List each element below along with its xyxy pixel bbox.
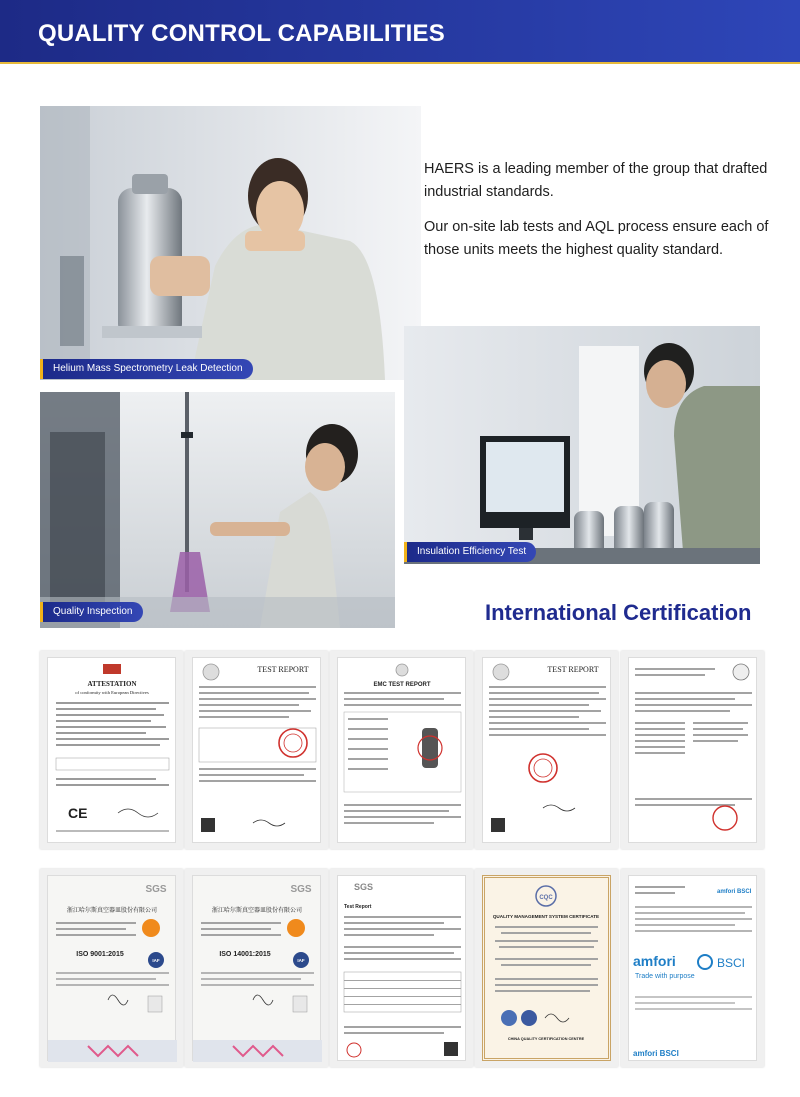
- certificate-sheet: [192, 875, 321, 1061]
- sgs-report-heading: Test Report: [344, 904, 372, 910]
- svg-text:amfori BSCI: amfori BSCI: [717, 889, 752, 895]
- ce-attestation-certificate: [40, 651, 183, 849]
- sgs-test-report-certificate: [330, 869, 473, 1067]
- certificate-sheet: [47, 657, 176, 843]
- quality-inspection-caption: Quality Inspection: [43, 602, 143, 622]
- iso-14001-certificate: [185, 869, 328, 1067]
- insulation-test-caption: Insulation Efficiency Test: [407, 542, 536, 562]
- amfori-bsci-certificate: [621, 869, 764, 1067]
- attestation-subheading: of conformity with European Directives: [75, 690, 149, 695]
- amfori-footer: amfori BSCI: [633, 1049, 679, 1058]
- leak-detection-photo: [40, 106, 421, 380]
- cqc-heading: QUALITY MANAGEMENT SYSTEM CERTIFICATE: [492, 914, 600, 919]
- iso-9001-certificate: [40, 869, 183, 1067]
- page-header: [0, 0, 800, 64]
- sgs-logo-3: SGS: [354, 882, 374, 892]
- svg-text:BSCI: BSCI: [717, 956, 746, 970]
- svg-text:IAF: IAF: [297, 958, 305, 963]
- emc-report-heading: EMC TEST REPORT: [373, 682, 431, 688]
- cqc-quality-certificate: [475, 869, 618, 1067]
- insulation-test-photo: [404, 326, 760, 564]
- emc-test-report-certificate: [330, 651, 473, 849]
- svg-text:IAF: IAF: [152, 958, 160, 963]
- intro-paragraph-1: HAERS is a leading member of the group that drafted industrial standards.: [424, 161, 768, 200]
- certificate-sheet: [628, 875, 757, 1061]
- certificate-sheet: [482, 657, 611, 843]
- intro-paragraph-2: Our on-site lab tests and AQL process ensure each of those units meets the highest quality standard.: [424, 219, 769, 258]
- certificate-sheet: [337, 875, 466, 1061]
- company-name-cn-2: 浙江哈尔斯真空器皿股份有限公司: [211, 907, 303, 914]
- certificate-german: [621, 651, 764, 849]
- quality-inspection-photo: [40, 392, 395, 628]
- sgs-logo-2: SGS: [290, 884, 312, 895]
- test-report-heading: TEST REPORT: [257, 665, 309, 674]
- iso-9001-standard: ISO 9001:2015: [76, 951, 124, 958]
- certificate-sheet: [628, 657, 757, 843]
- test-report-certificate-1: [185, 651, 328, 849]
- amfori-wordmark: amfori: [633, 953, 676, 969]
- test-report-heading-2: TEST REPORT: [547, 665, 599, 674]
- certificate-sheet: [482, 875, 611, 1061]
- certificate-sheet: [47, 875, 176, 1061]
- company-name-cn: 浙江哈尔斯真空器皿股份有限公司: [66, 907, 158, 914]
- certificate-sheet: [337, 657, 466, 843]
- attestation-heading: ATTESTATION: [87, 680, 137, 688]
- amfori-tagline: Trade with purpose: [635, 973, 695, 980]
- cqc-logo: CQC: [539, 895, 553, 901]
- certification-title: International Certification: [485, 600, 752, 625]
- leak-detection-caption: Helium Mass Spectrometry Leak Detection: [43, 359, 253, 379]
- ce-mark: CE: [68, 805, 88, 821]
- certificate-sheet: [192, 657, 321, 843]
- sgs-logo: SGS: [145, 884, 167, 895]
- page-title: QUALITY CONTROL CAPABILITIES: [38, 20, 445, 47]
- cqc-footer: CHINA QUALITY CERTIFICATION CENTRE: [507, 1037, 585, 1041]
- intro-text: [424, 158, 774, 274]
- iso-14001-standard: ISO 14001:2015: [219, 951, 271, 958]
- test-report-certificate-2: [475, 651, 618, 849]
